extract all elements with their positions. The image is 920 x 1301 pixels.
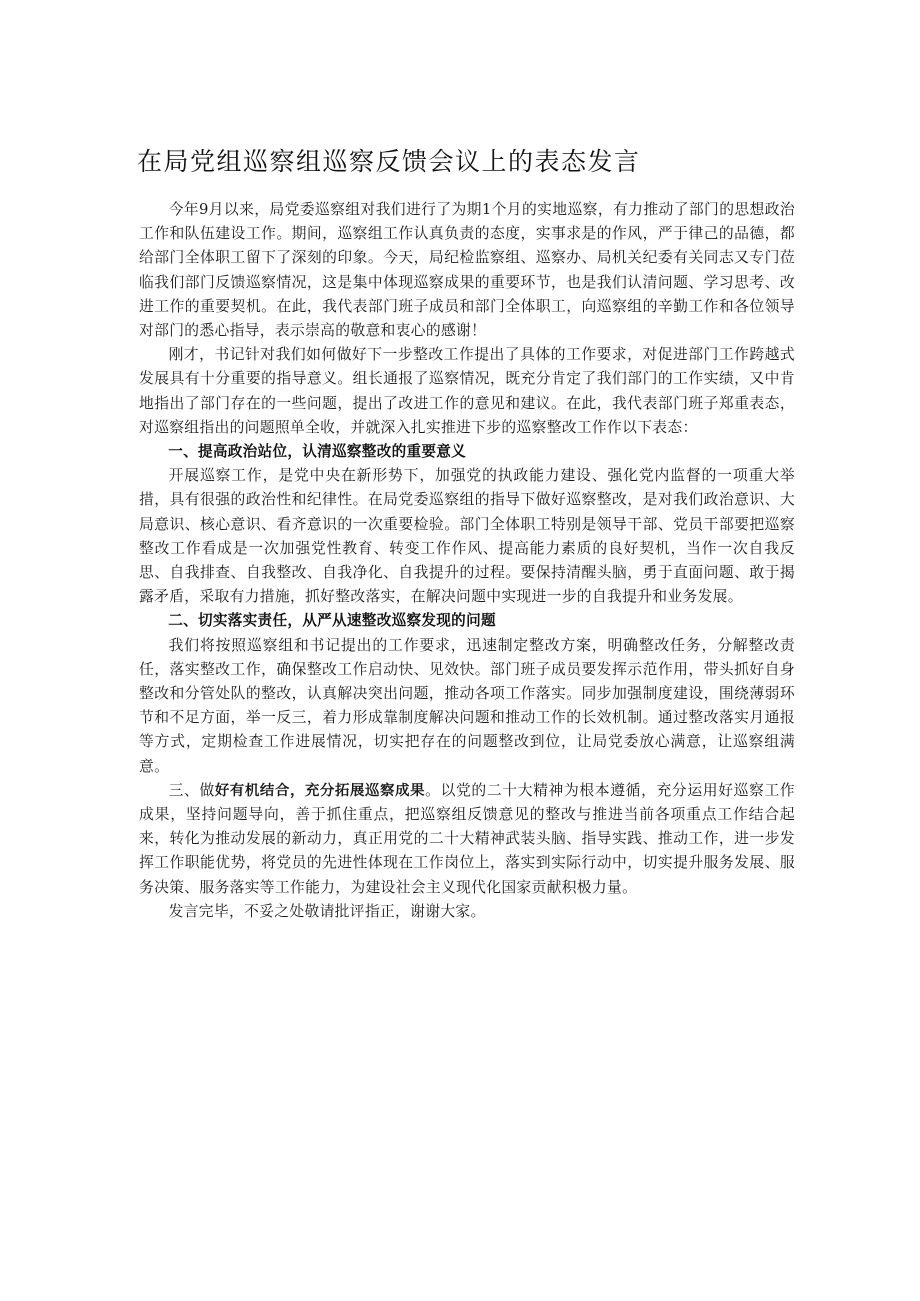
closing-paragraph: 发言完毕，不妥之处敬请批评指正，谢谢大家。 <box>168 902 486 920</box>
document-body <box>139 198 795 924</box>
intro-paragraph: 今年9月以来，局党委巡察组对我们进行了为期1个月的实地巡察，有力推动了部门的思想政治工作和队伍建设工作。期间，巡察组工作认真负责的态度，实事求是的作风，严于律己的品德，都给部门全体职工留下了深刻的印象。今天，局纪检监察组、巡察办、局机关纪委有关同志又专门莅临我们部门反馈巡察情况，这是集中体现巡察成果的重要环节，也是我们认清问题、学习思考、改进工作的重要契机。在此，我代表部门班子成员和部门全体职工，向巡察组的辛勤工作和各位领导对部门的悉心指导，表示崇高的敬意和衷心的感谢！ <box>139 201 795 340</box>
section-3-heading-bold: 好有机结合，充分拓展巡察成果 <box>214 782 426 799</box>
section-1-paragraph: 开展巡察工作，是党中央在新形势下，加强党的执政能力建设、强化党内监督的一项重大举措，具有很强的政治性和纪律性。在局党委巡察组的指导下做好巡察整改，是对我们政治意识、大局意识、核心意识、看齐意识的一次重要检验。部门全体职工特别是领导干部、党员干部要把巡察整改工作看成是一次加强党性教育、转变工作作风、提高能力素质的良好契机，当作一次自我反思、自我排查、自我整改、自我净化、自我提升的过程。要保持清醒头脑，勇于直面问题、敢于揭露矛盾，采取有力措施，抓好整改落实，在解决问题中实现进一步的自我提升和业务发展。 <box>139 467 795 606</box>
section-heading-1: 一、提高政治站位，认清巡察整改的重要意义 <box>168 443 467 461</box>
response-paragraph: 刚才，书记针对我们如何做好下一步整改工作提出了具体的工作要求，对促进部门工作跨越式发展具有十分重要的指导意义。组长通报了巡察情况，既充分肯定了我们部门的工作实绩，又中肯地指出了部门存在的一些问题，提出了改进工作的意见和建议。在此，我代表部门班子郑重表态，对巡察组指出的问题照单全收，并就深入扎实推进下步的巡察整改工作作以下表态： <box>139 346 795 436</box>
section-3-paragraph <box>139 779 795 900</box>
document-title: 在局党组巡察组巡察反馈会议上的表态发言 <box>137 147 641 176</box>
section-2-paragraph: 我们将按照巡察组和书记提出的工作要求，迅速制定整改方案，明确整改任务，分解整改责任，落实整改工作，确保整改工作启动快、见效快。部门班子成员要发挥示范作用，带头抓好自身整改和分管处队的整改，认真解决突出问题，推动各项工作落实。同步加强制度建设，围绕薄弱环节和不足方面，举一反三，着力形成靠制度解决问题和推动工作的长效机制。通过整改落实月通报等方式，定期检查工作进展情况，切实把存在的问题整改到位，让局党委放心满意，让巡察组满意。 <box>139 636 795 775</box>
section-heading-2: 二、切实落实责任，从严从速整改巡察发现的问题 <box>168 612 496 630</box>
section-3-text: 。以党的二十大精神为根本遵循，充分运用好巡察工作成果，坚持问题导向，善于抓住重点，把巡察组反馈意见的整改与推进当前各项重点工作结合起来，转化为推动发展的新动力，真正用党的二十大精神武装头脑、指导实践、推动工作，进一步发挥工作职能优势，将党员的先进性体现在工作岗位上，落实到实际行动中，切实提升服务发展、服务决策、服务落实等工作能力，为建设社会主义现代化国家贡献积极力量。 <box>139 781 796 896</box>
section-3-heading-prefix: 三、做 <box>168 781 215 799</box>
